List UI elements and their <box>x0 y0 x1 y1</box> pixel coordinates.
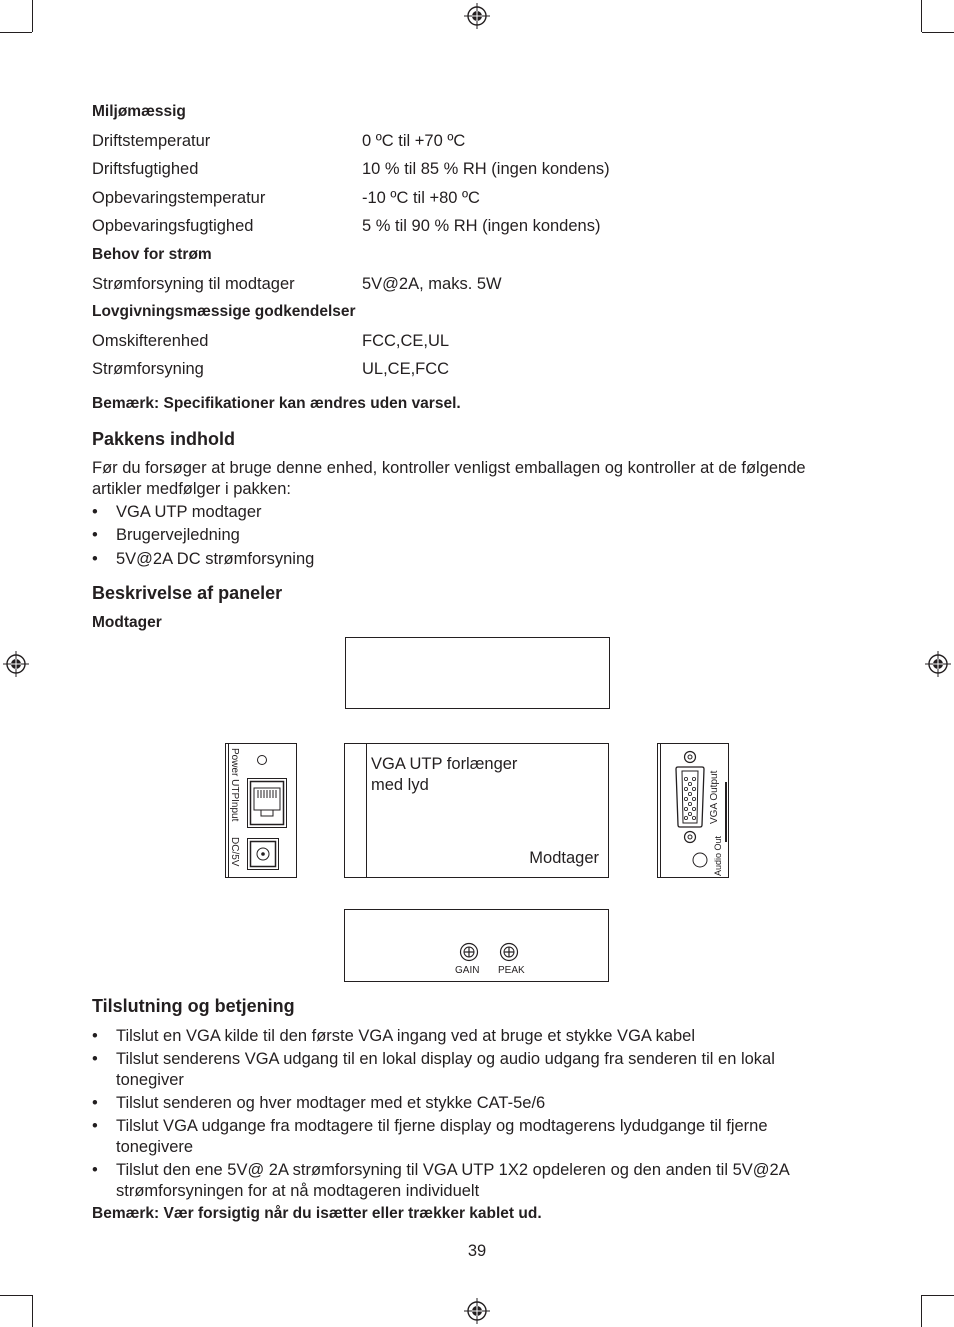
bullet: • <box>92 526 98 544</box>
front-panel <box>344 743 609 878</box>
input-side-panel <box>225 743 297 878</box>
registration-mark-bottom-icon <box>464 1298 490 1324</box>
page-number: 39 <box>467 1242 487 1260</box>
spec-value: -10 ºC til +80 ºC <box>362 189 480 207</box>
output-side-panel <box>657 743 729 878</box>
spec-label: Driftsfugtighed <box>92 160 199 178</box>
section-heading-approvals: Lovgivningsmæssige godkendelser <box>92 303 356 320</box>
panel-label-vga-output: VGA Output <box>709 770 720 824</box>
spec-label: Strømforsyning <box>92 360 204 378</box>
spec-value: FCC,CE,UL <box>362 332 450 350</box>
bullet: • <box>92 1027 98 1045</box>
bottom-view-panel <box>344 909 609 982</box>
front-panel-title-line2: med lyd <box>371 776 429 794</box>
note-cable-warning: Bemærk: Vær forsigtig når du isætter eller trækker kablet ud. <box>92 1205 542 1222</box>
front-panel-label-receiver: Modtager <box>529 849 599 867</box>
audio-out-jack-icon <box>691 851 709 869</box>
spec-value: 5 % til 90 % RH (ingen kondens) <box>362 217 601 235</box>
gain-knob-icon <box>459 942 479 962</box>
panel-label-power-utp-input: Power UTPInput <box>229 748 240 822</box>
vga-port-icon <box>673 749 707 845</box>
spec-value: 5V@2A, maks. 5W <box>362 275 502 293</box>
bullet: • <box>92 1117 98 1135</box>
registration-mark-top-icon <box>464 3 490 29</box>
bullet: • <box>92 550 98 568</box>
section-heading-operation: Tilslutning og betjening <box>92 996 295 1016</box>
spec-label: Strømforsyning til modtager <box>92 275 295 293</box>
spec-label: Omskifterenhed <box>92 332 209 350</box>
spec-label: Opbevaringsfugtighed <box>92 217 254 235</box>
section-heading-panels: Beskrivelse af paneler <box>92 583 283 603</box>
peak-knob-icon <box>499 942 519 962</box>
led-icon <box>256 754 268 766</box>
note-spec-change: Bemærk: Specifikationer kan ændres uden varsel. <box>92 395 461 412</box>
panel-label-dc5v: DC/5V <box>229 837 240 867</box>
spec-label: Opbevaringstemperatur <box>92 189 266 207</box>
bullet: • <box>92 1094 98 1112</box>
section-heading-package: Pakkens indhold <box>92 429 236 449</box>
spec-value: 10 % til 85 % RH (ingen kondens) <box>362 160 610 178</box>
front-panel-title-line1: VGA UTP forlænger <box>371 755 518 773</box>
spec-value: UL,CE,FCC <box>362 360 450 378</box>
top-view-panel <box>345 637 610 709</box>
section-heading-power: Behov for strøm <box>92 246 212 263</box>
registration-mark-left-icon <box>3 651 29 677</box>
subheading-receiver: Modtager <box>92 614 162 631</box>
package-intro: Før du forsøger at bruge denne enhed, kontroller venligst emballagen og kontroller at de følgende artikler medfølger i pakken: <box>92 459 806 498</box>
bullet: • <box>92 1161 98 1179</box>
gain-label: GAIN <box>455 965 480 976</box>
bullet: • <box>92 1050 98 1068</box>
panel-label-audio-out: Audio Out <box>713 835 723 876</box>
section-heading-environment: Miljømæssig <box>92 103 186 120</box>
rj45-port-icon <box>247 778 287 828</box>
dc-power-jack-icon <box>247 838 279 870</box>
spec-value: 0 ºC til +70 ºC <box>362 132 466 150</box>
registration-mark-right-icon <box>925 651 951 677</box>
spec-label: Driftstemperatur <box>92 132 211 150</box>
peak-label: PEAK <box>498 965 525 976</box>
bullet: • <box>92 503 98 521</box>
